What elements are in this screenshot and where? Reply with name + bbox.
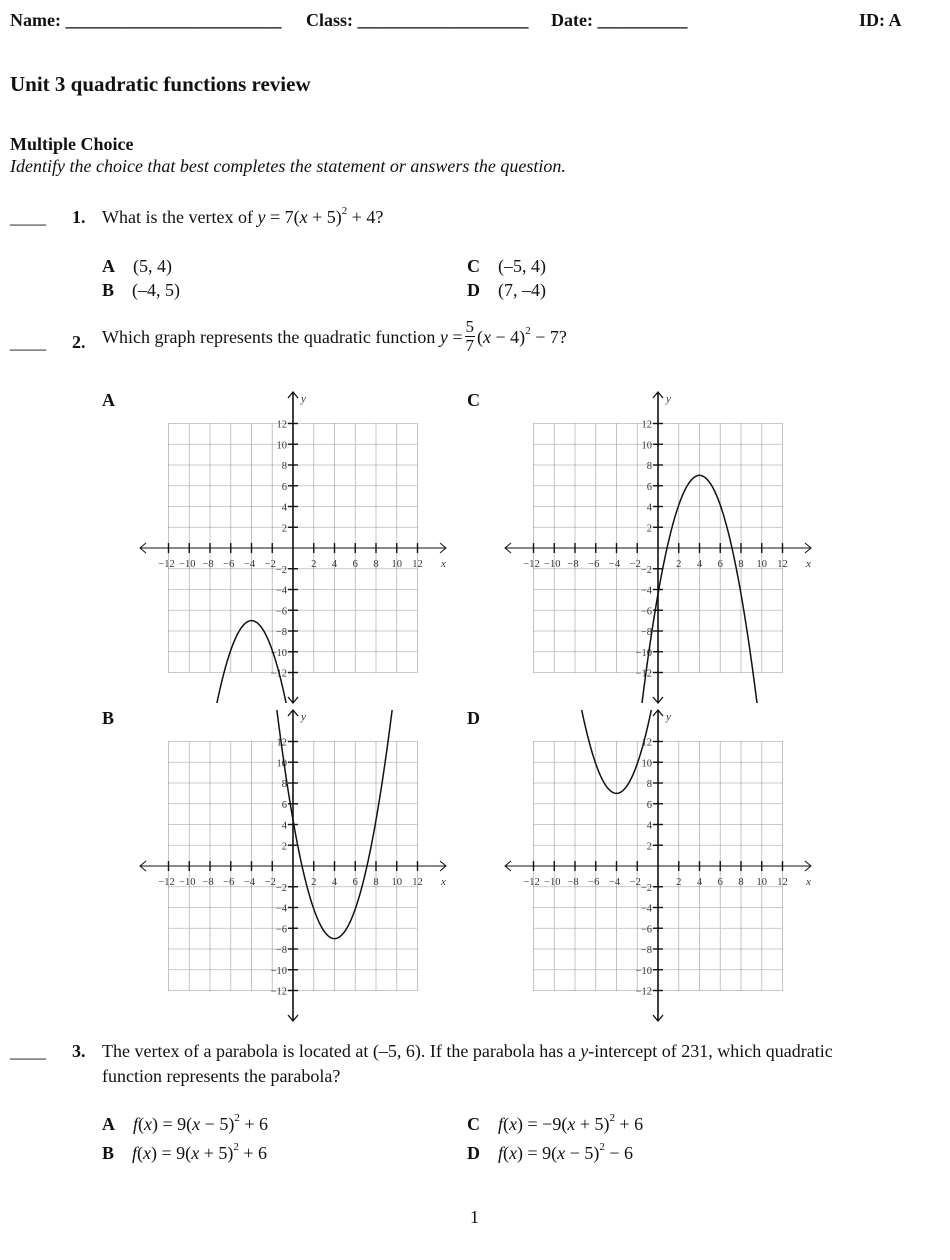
svg-text:10: 10 [641, 440, 652, 452]
svg-text:6: 6 [717, 559, 723, 570]
graph-d [498, 706, 818, 1026]
svg-text:10: 10 [391, 559, 402, 570]
svg-text:12: 12 [641, 419, 652, 431]
date-blank: __________ [597, 10, 688, 30]
y-axis-label: y [301, 711, 306, 723]
svg-text:−10: −10 [635, 647, 652, 659]
svg-text:−10: −10 [270, 647, 287, 659]
svg-text:−4: −4 [243, 559, 256, 570]
option-q3-a[interactable]: A $f(x) = 9(x - 5)^2 + 6$ [102, 1112, 268, 1134]
svg-text:10: 10 [276, 440, 287, 452]
option-q2-b[interactable]: B [102, 708, 115, 728]
svg-text:6: 6 [717, 877, 723, 888]
svg-text:−2: −2 [275, 882, 287, 894]
svg-text:−2: −2 [264, 559, 276, 570]
svg-text:−12: −12 [270, 986, 287, 998]
svg-text:8: 8 [646, 461, 652, 472]
svg-text:−8: −8 [275, 945, 287, 956]
option-q2-d[interactable]: D [467, 708, 480, 728]
svg-text:6: 6 [646, 799, 652, 811]
x-axis-label: x [441, 558, 446, 570]
section-instructions: Identify the choice that best completes the statement or answers the question. [10, 156, 566, 176]
svg-text:2: 2 [646, 841, 652, 853]
tick-labels [158, 420, 422, 680]
graph-svg [498, 388, 818, 708]
svg-text:10: 10 [756, 559, 767, 570]
axes [140, 392, 446, 703]
svg-text:8: 8 [281, 461, 287, 472]
option-q2-c[interactable]: C [467, 390, 480, 410]
page-number: 1 [470, 1207, 479, 1227]
svg-text:2: 2 [311, 559, 317, 570]
svg-text:−6: −6 [223, 559, 235, 570]
svg-text:4: 4 [331, 559, 338, 570]
tick-labels [523, 738, 787, 998]
graph-svg [498, 706, 818, 1026]
svg-text:12: 12 [412, 559, 423, 570]
svg-text:−4: −4 [275, 585, 287, 597]
question-number: 2. [72, 332, 86, 352]
class-label: Class: [306, 10, 354, 30]
name-blank: ________________________ [65, 10, 282, 30]
svg-text:8: 8 [738, 559, 744, 570]
date-field[interactable] [551, 10, 687, 31]
svg-text:6: 6 [352, 877, 358, 888]
option-q1-b[interactable]: B (–4, 5) [102, 280, 181, 300]
svg-text:2: 2 [676, 877, 682, 888]
svg-text:−12: −12 [523, 559, 540, 570]
svg-text:4: 4 [646, 820, 652, 832]
svg-text:−8: −8 [275, 627, 287, 638]
svg-text:−12: −12 [158, 559, 175, 570]
svg-text:12: 12 [276, 419, 287, 431]
svg-text:−2: −2 [640, 882, 652, 894]
svg-text:−10: −10 [544, 559, 561, 570]
svg-text:−6: −6 [588, 559, 600, 570]
svg-text:10: 10 [641, 758, 652, 770]
date-label: Date: [551, 10, 593, 30]
svg-text:10: 10 [756, 877, 767, 888]
question-text-q3-line1: The vertex of a parabola is located at (–5, 6). If the parabola has a y-intercept of 231, which quadratic [102, 1041, 833, 1061]
svg-text:−10: −10 [179, 877, 196, 888]
option-q1-a[interactable]: A (5, 4) [102, 256, 172, 276]
svg-text:12: 12 [641, 737, 652, 749]
svg-text:2: 2 [281, 523, 287, 535]
question-number: 3. [72, 1041, 86, 1061]
svg-text:4: 4 [696, 877, 703, 888]
svg-text:−8: −8 [640, 627, 652, 638]
svg-text:4: 4 [281, 820, 287, 832]
name-label: Name: [10, 10, 61, 30]
svg-text:2: 2 [646, 523, 652, 535]
svg-text:−12: −12 [158, 877, 175, 888]
svg-text:12: 12 [777, 559, 788, 570]
svg-text:−2: −2 [264, 877, 276, 888]
svg-text:−12: −12 [635, 986, 652, 998]
graph-a [133, 388, 453, 708]
option-q3-b[interactable]: B $f(x) = 9(x + 5)^2 + 6$ [102, 1141, 267, 1163]
svg-text:6: 6 [281, 481, 287, 493]
option-q3-d[interactable]: D $f(x) = 9(x - 5)^2 - 6$ [467, 1141, 633, 1163]
svg-text:8: 8 [738, 877, 744, 888]
axes [505, 710, 811, 1021]
svg-text:6: 6 [646, 481, 652, 493]
svg-text:−4: −4 [640, 585, 652, 597]
class-field[interactable] [306, 10, 529, 31]
graph-svg [133, 388, 453, 708]
svg-text:−6: −6 [275, 924, 287, 936]
svg-text:12: 12 [412, 877, 423, 888]
svg-text:4: 4 [331, 877, 338, 888]
section-heading: Multiple Choice [10, 134, 134, 154]
question-text-q1: What is the vertex of $y = 7(x + 5)^2 + 4$? [102, 205, 384, 227]
svg-text:−2: −2 [629, 877, 641, 888]
svg-text:−4: −4 [640, 903, 652, 915]
svg-text:−10: −10 [635, 965, 652, 977]
svg-text:−4: −4 [608, 559, 621, 570]
svg-text:−6: −6 [640, 606, 652, 618]
svg-text:12: 12 [777, 877, 788, 888]
graph-b [133, 706, 453, 1026]
svg-text:−2: −2 [275, 564, 287, 576]
y-axis-label: y [301, 393, 306, 405]
question-text-q2: Which graph represents the quadratic function y = $\frac{5}{7}$ $(x - 4)^2 - 7$? [102, 317, 567, 355]
id-label: ID: A [859, 10, 902, 30]
svg-text:−8: −8 [202, 877, 214, 888]
svg-text:8: 8 [646, 779, 652, 790]
svg-text:−2: −2 [640, 564, 652, 576]
name-field[interactable] [10, 10, 281, 31]
question-text-q3-line2: function represents the parabola? [102, 1066, 341, 1086]
svg-text:10: 10 [276, 758, 287, 770]
svg-text:2: 2 [281, 841, 287, 853]
svg-text:−12: −12 [270, 668, 287, 680]
svg-text:−8: −8 [640, 945, 652, 956]
svg-text:−12: −12 [523, 877, 540, 888]
svg-text:4: 4 [281, 502, 287, 514]
answer-blank-q2[interactable]: ____ [10, 332, 46, 352]
graph-c [498, 388, 818, 708]
option-q2-a[interactable]: A [102, 390, 115, 410]
svg-text:−10: −10 [270, 965, 287, 977]
svg-text:−8: −8 [202, 559, 214, 570]
svg-text:8: 8 [373, 877, 379, 888]
svg-text:8: 8 [281, 779, 287, 790]
graph-svg [133, 706, 453, 1026]
svg-text:−12: −12 [635, 668, 652, 680]
y-axis-label: y [666, 393, 671, 405]
svg-text:−6: −6 [223, 877, 235, 888]
x-axis-label: x [806, 558, 811, 570]
option-q1-d[interactable]: D (7, –4) [467, 280, 546, 300]
svg-text:−6: −6 [640, 924, 652, 936]
svg-text:2: 2 [311, 877, 317, 888]
answer-blank-q3[interactable]: ____ [10, 1041, 46, 1061]
svg-text:−4: −4 [275, 903, 287, 915]
class-blank: ___________________ [357, 10, 529, 30]
svg-text:10: 10 [391, 877, 402, 888]
svg-text:4: 4 [696, 559, 703, 570]
svg-text:6: 6 [352, 559, 358, 570]
svg-text:6: 6 [281, 799, 287, 811]
answer-blank-q1[interactable]: ____ [10, 207, 46, 227]
option-q1-c[interactable]: C (–5, 4) [467, 256, 546, 276]
question-number: 1. [72, 207, 86, 227]
option-q3-c[interactable]: C $f(x) = -9(x + 5)^2 + 6$ [467, 1112, 644, 1134]
page-title: Unit 3 quadratic functions review [10, 72, 311, 96]
svg-text:−8: −8 [567, 877, 579, 888]
x-axis-label: x [441, 876, 446, 888]
svg-text:−6: −6 [588, 877, 600, 888]
x-axis-label: x [806, 876, 811, 888]
svg-text:−10: −10 [179, 559, 196, 570]
svg-text:−6: −6 [275, 606, 287, 618]
svg-text:−2: −2 [629, 559, 641, 570]
axes [140, 710, 446, 1021]
svg-text:−4: −4 [608, 877, 621, 888]
svg-text:8: 8 [373, 559, 379, 570]
svg-text:−10: −10 [544, 877, 561, 888]
svg-text:4: 4 [646, 502, 652, 514]
svg-text:12: 12 [276, 737, 287, 749]
fraction: $\frac{5}{7}$ [465, 317, 475, 355]
svg-text:−4: −4 [243, 877, 256, 888]
svg-text:−8: −8 [567, 559, 579, 570]
axes [505, 392, 811, 703]
y-axis-label: y [666, 711, 671, 723]
svg-text:2: 2 [676, 559, 682, 570]
